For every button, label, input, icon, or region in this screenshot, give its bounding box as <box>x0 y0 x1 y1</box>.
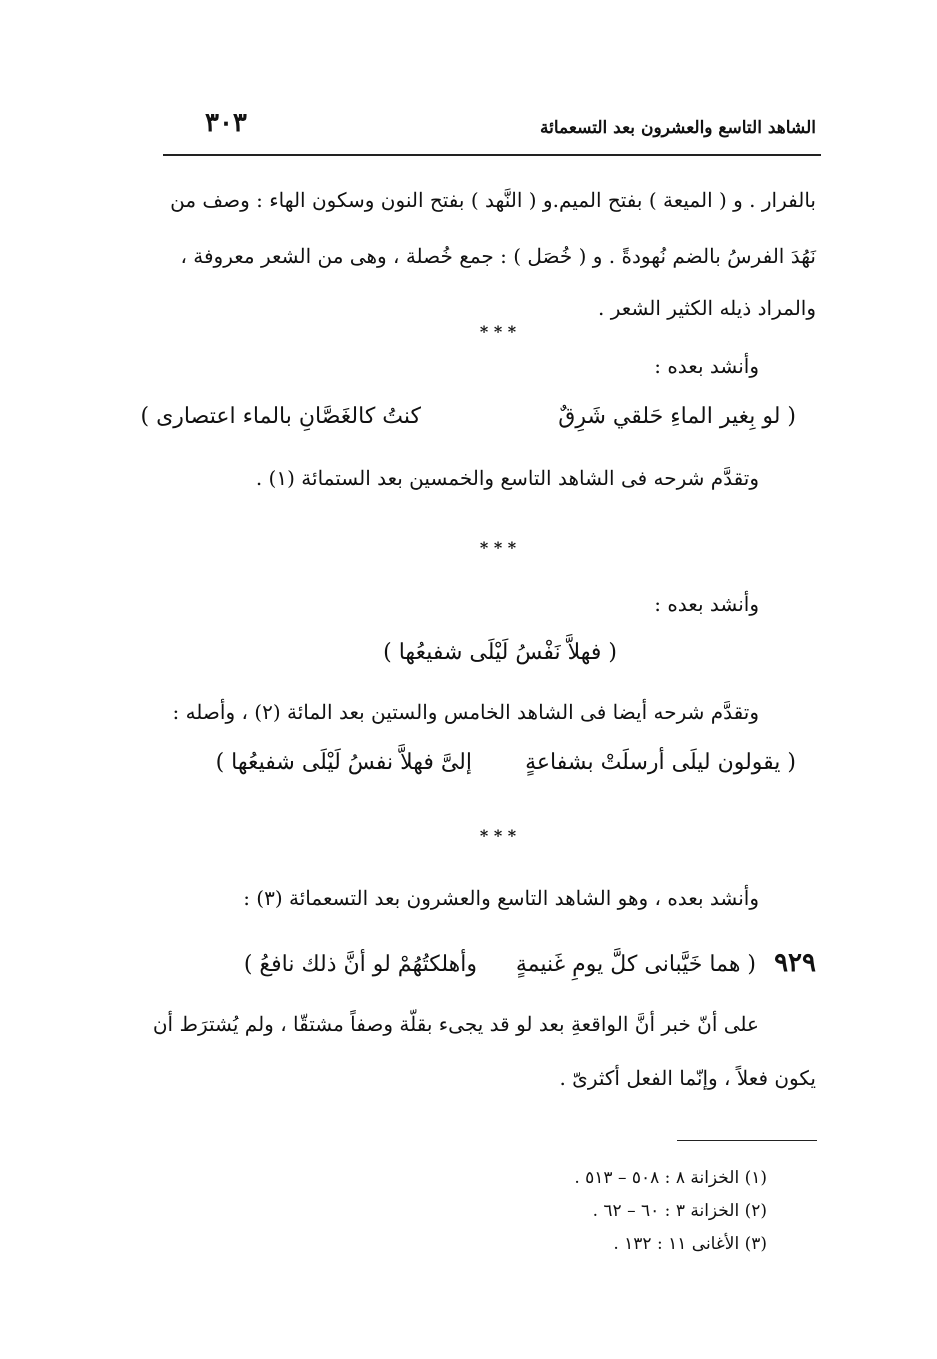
section3-commentary-2: يكون فعلاً ، وإنّما الفعل أكثرىّ . <box>559 1066 816 1090</box>
section3-commentary-1: على أنّ خبر أنَّ الواقعةِ بعد لو قد يجىء بقلّة وصفاً مشتقّا ، ولم يُشترَط أن <box>152 1012 759 1036</box>
section2-note: وتقدَّم شرحه أيضا فى الشاهد الخامس والستين بعد المائة (٢) ، وأصله : <box>172 700 759 724</box>
section3-verse-second: وأهلكتُهُمْ لو أنَّ ذلك نافعُ ) <box>243 952 477 977</box>
section1-verse-first: ( لو بِغير الماءِ حَلقي شَرِقٌ <box>558 404 796 429</box>
section1-note: وتقدَّم شرحه فى الشاهد التاسع والخمسين بعد الستمائة (١) . <box>255 466 759 490</box>
footnote-3: (٣) الأغانى ١١ : ١٣٢ . <box>613 1234 767 1254</box>
section3-verse-first: ( هما خَيَّبانى كلَّ يومِ غَنيمةٍ <box>515 952 756 977</box>
section1-verse-second: كنتُ كالغَصَّانِ بالماء اعتصارى ) <box>140 404 421 429</box>
intro-line-3: والمراد ذيله الكثير الشعر . <box>598 296 816 320</box>
section2-verse-first: ( يقولون ليلَى أرسلَتْ بشفاعةٍ <box>525 750 796 775</box>
section2-verse-second: إلىَّ فهلاَّ نفسُ لَيْلَى شفيعُها ) <box>215 750 472 775</box>
section2-lead: وأنشد بعده : <box>654 592 759 616</box>
section-separator: * * * <box>479 538 517 557</box>
footnote-1: (١) الخزانة ٨ : ٥٠٨ – ٥١٣ . <box>574 1168 767 1188</box>
shahid-number: ٩٢٩ <box>774 948 816 978</box>
page-number: ٣٠٣ <box>205 108 247 138</box>
section3-lead: وأنشد بعده ، وهو الشاهد التاسع والعشرون بعد التسعمائة (٣) : <box>243 886 759 910</box>
header-rule <box>163 154 821 156</box>
section-separator: * * * <box>479 826 517 845</box>
running-header: الشاهد التاسع والعشرون بعد التسعمائة <box>540 118 816 138</box>
footnote-rule <box>677 1140 817 1141</box>
section2-verse: ( فهلاَّ نَفْسُ لَيْلَى شفيعُها ) <box>383 640 617 665</box>
intro-line-2: نَهُدَ الفرسُ بالضم نُهودةً . و ( خُصَل ) : جمع خُصلة ، وهى من الشعر معروفة ، <box>180 244 816 268</box>
intro-line-1: بالفرار . و ( الميعة ) بفتح الميم.و ( النَّهد ) بفتح النون وسكون الهاء : وصف من <box>170 188 816 212</box>
section1-lead: وأنشد بعده : <box>654 354 759 378</box>
section-separator: * * * <box>479 322 517 341</box>
footnote-2: (٢) الخزانة ٣ : ٦٠ – ٦٢ . <box>592 1201 767 1221</box>
